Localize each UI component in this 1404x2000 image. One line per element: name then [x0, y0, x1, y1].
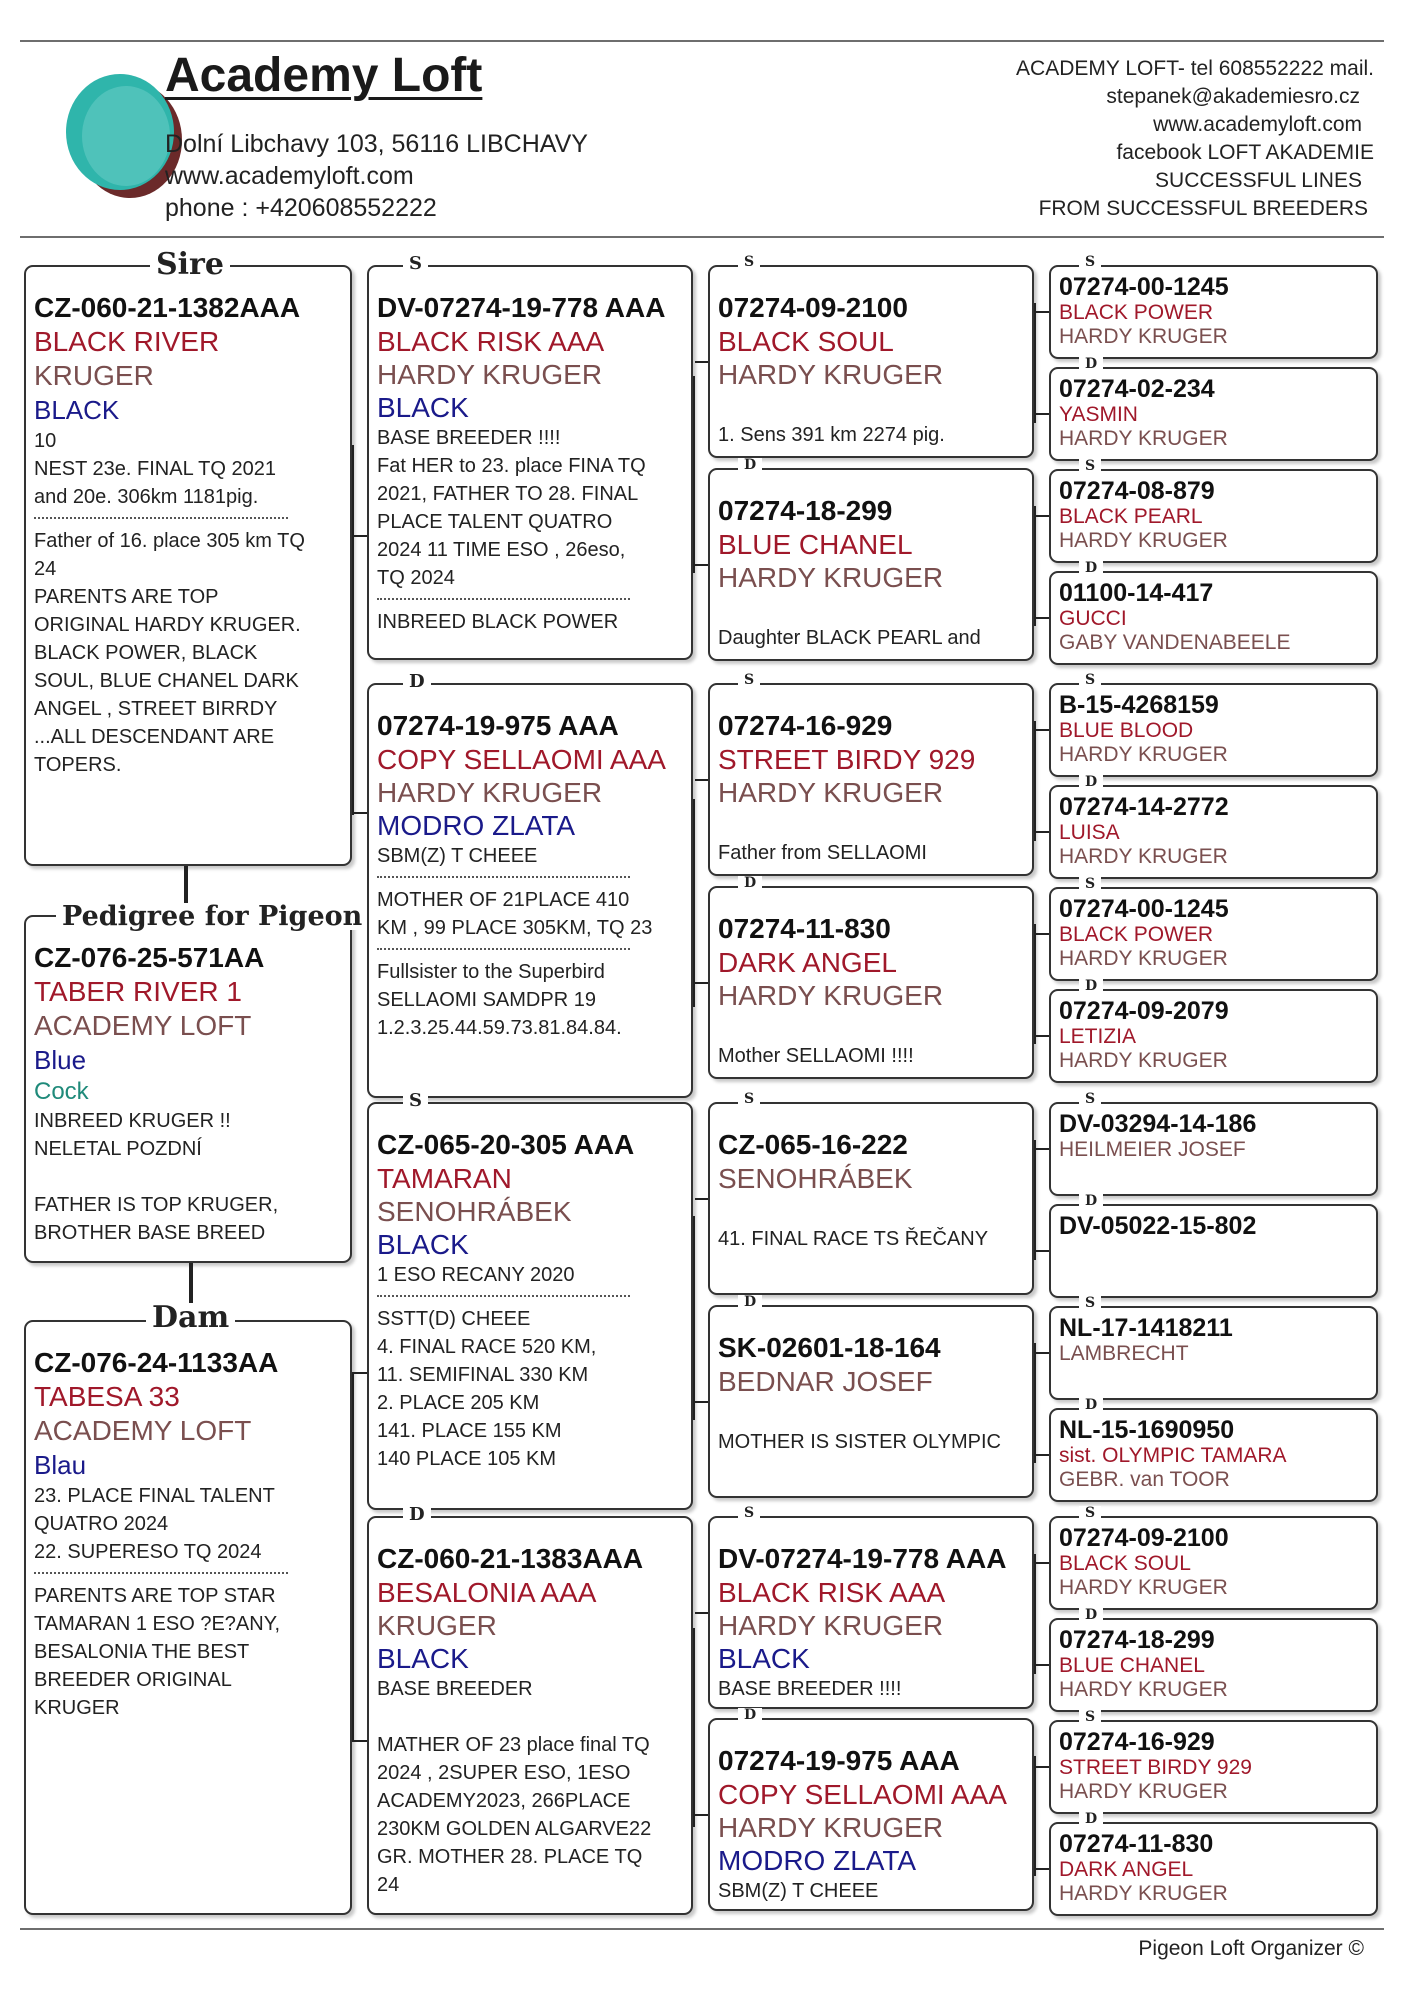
pigeon-name: TAMARAN — [377, 1163, 512, 1194]
great-grandparent-card[interactable] — [708, 1102, 1034, 1295]
colour: BLACK — [718, 1643, 810, 1674]
pigeon-name: sist. OLYMPIC TAMARA — [1059, 1444, 1287, 1467]
great-grandparent-card[interactable] — [708, 265, 1034, 458]
pigeon-name: TABESA 33 — [34, 1381, 180, 1412]
breeder: HARDY KRUGER — [1059, 1882, 1228, 1905]
ring-number: CZ-060-21-1383AAA — [377, 1543, 644, 1574]
ring-number: NL-17-1418211 — [1059, 1314, 1233, 1342]
pigeon-name: BLACK RIVER — [34, 326, 220, 357]
great-grandparent-card[interactable] — [708, 1305, 1034, 1498]
ring-number: 07274-11-830 — [1059, 1830, 1214, 1858]
contact-line: ACADEMY LOFT- tel 608552222 mail. — [1016, 57, 1374, 80]
great-grandparent-card[interactable] — [708, 886, 1034, 1079]
parent-sex-label: D — [1079, 775, 1103, 789]
contact-website[interactable]: www.academyloft.com — [1153, 113, 1362, 136]
breeder: GEBR. van TOOR — [1059, 1468, 1230, 1491]
ancestor-card[interactable] — [1049, 989, 1378, 1083]
notes: BASE BREEDER !!!! — [718, 1678, 902, 1700]
breeder: KRUGER — [34, 360, 154, 391]
contact-facebook: facebook LOFT AKADEMIE — [1116, 141, 1374, 164]
bracket-line — [1036, 1250, 1049, 1252]
breeder: HEILMEIER JOSEF — [1059, 1138, 1246, 1161]
bracket-line — [1036, 831, 1049, 833]
breeder: HARDY KRUGER — [1059, 947, 1228, 970]
ancestor-card[interactable] — [1049, 469, 1378, 563]
bracket-line — [695, 1814, 708, 1816]
contact-email[interactable]: stepanek@akademiesro.cz — [1106, 85, 1360, 108]
dotted-divider — [34, 1572, 288, 1574]
ring-number: 07274-18-299 — [1059, 1626, 1215, 1654]
grandparent-card[interactable] — [367, 683, 693, 1098]
ancestor-card[interactable] — [1049, 1822, 1378, 1916]
pigeon-name: BLACK SOUL — [1059, 1552, 1191, 1575]
ring-number: 07274-02-234 — [1059, 375, 1215, 403]
notes: SSTT(D) CHEEE 4. FINAL RACE 520 KM, 11. SEMIFINAL 330 KM 2. PLACE 205 KM 141. PLACE 155 KM 140 PLACE 105 KM — [377, 1308, 597, 1470]
colour: MODRO ZLATA — [718, 1845, 917, 1876]
contact-slogan-1: SUCCESSFUL LINES — [1155, 169, 1362, 192]
spacer — [718, 809, 1026, 839]
colour: Blau — [34, 1450, 87, 1480]
ring-number: SK-02601-18-164 — [718, 1332, 941, 1363]
notes: Father from SELLAOMI — [718, 842, 927, 864]
colour: BLACK — [377, 1643, 469, 1674]
breeder: HARDY KRUGER — [1059, 427, 1228, 450]
top-rule — [20, 40, 1384, 42]
ring-number: 07274-09-2079 — [1059, 997, 1229, 1025]
pigeon-name: BLACK SOUL — [718, 326, 894, 357]
great-grandparent-card[interactable] — [708, 1516, 1034, 1709]
bracket-line — [1036, 1868, 1049, 1870]
notes: SBM(Z) T CHEEE — [718, 1880, 879, 1902]
ancestor-card[interactable] — [1049, 1618, 1378, 1712]
breeder: ACADEMY LOFT — [34, 1010, 252, 1041]
breeder: HARDY KRUGER — [1059, 1780, 1228, 1803]
parent-sex-label: S — [1079, 673, 1101, 687]
colour: BLACK — [377, 1229, 469, 1260]
footer-rule — [20, 1928, 1384, 1930]
parent-sex-label: S — [1079, 459, 1101, 473]
notes: 23. PLACE FINAL TALENT QUATRO 2024 22. SUPERESO TQ 2024 — [34, 1485, 275, 1563]
dotted-divider — [377, 598, 630, 600]
spacer — [718, 594, 1026, 624]
colour: MODRO ZLATA — [377, 810, 576, 841]
pigeon-name: BLUE CHANEL — [1059, 1654, 1205, 1677]
breeder: HARDY KRUGER — [1059, 529, 1228, 552]
parent-sex-label: D — [738, 458, 762, 472]
bracket-line — [695, 1198, 708, 1200]
ring-number: CZ-065-20-305 AAA — [377, 1129, 635, 1160]
bracket-line — [1036, 1352, 1049, 1354]
ring-number: 07274-09-2100 — [1059, 1524, 1229, 1552]
pigeon-name: LUISA — [1059, 821, 1120, 844]
ring-number: 07274-14-2772 — [1059, 793, 1229, 821]
parent-sex-label: D — [1079, 561, 1103, 575]
parent-sex-label: D — [738, 876, 762, 890]
breeder: HARDY KRUGER — [1059, 845, 1228, 868]
bracket-line — [1034, 303, 1036, 423]
spacer — [718, 1398, 1026, 1428]
pigeon-name: YASMIN — [1059, 403, 1138, 426]
bracket-line — [1034, 506, 1036, 626]
loft-contact-left — [165, 128, 588, 224]
ancestor-card[interactable] — [1049, 1204, 1378, 1298]
breeder: HARDY KRUGER — [718, 980, 944, 1011]
ancestor-card[interactable] — [1049, 265, 1378, 359]
ring-number: 07274-19-975 AAA — [377, 710, 619, 741]
ring-number: 07274-00-1245 — [1059, 273, 1229, 301]
notes: 41. FINAL RACE TS ŘEČANY — [718, 1228, 989, 1250]
bracket-line — [352, 1372, 354, 1742]
notes: Fullsister to the Superbird SELLAOMI SAMDPR 19 1.2.3.25.44.59.73.81.84.84. — [377, 961, 622, 1039]
pigeon-name: COPY SELLAOMI AAA — [377, 744, 666, 775]
ring-number: 07274-00-1245 — [1059, 895, 1229, 923]
breeder: KRUGER — [377, 1610, 497, 1641]
notes: Father of 16. place 305 km TQ 24 PARENTS ARE TOP ORIGINAL HARDY KRUGER. BLACK POWER, BLACK SOUL, BLUE CHANEL DARK ANGEL , STREET BIRRDY ...ALL DESCENDANT ARE TOPERS. — [34, 530, 305, 776]
footer-credit: Pigeon Loft Organizer © — [1138, 1937, 1364, 1960]
parent-sex-label: S — [1079, 1296, 1101, 1310]
dotted-divider — [377, 1295, 630, 1297]
breeder: SENOHRÁBEK — [377, 1196, 572, 1227]
dotted-divider — [377, 876, 630, 878]
pigeon-name: LETIZIA — [1059, 1025, 1137, 1048]
bracket-line — [1036, 729, 1049, 731]
parent-sex-label: S — [1079, 877, 1101, 891]
bracket-line — [352, 1740, 367, 1742]
pigeon-name: BLACK RISK AAA — [377, 326, 605, 357]
bracket-line — [1036, 1664, 1049, 1666]
parent-sex-label: D — [1079, 1398, 1103, 1412]
pigeon-name: BLUE CHANEL — [718, 529, 913, 560]
pigeon-name: BLACK PEARL — [1059, 505, 1203, 528]
ancestor-card[interactable] — [1049, 571, 1378, 665]
dam-card[interactable] — [24, 1320, 352, 1915]
notes: Daughter BLACK PEARL and — [718, 627, 981, 649]
bracket-line — [695, 1612, 708, 1614]
bracket-line — [1034, 721, 1036, 841]
parent-sex-label: S — [738, 1092, 760, 1106]
bracket-line — [1036, 1148, 1049, 1150]
pigeon-name: BLACK POWER — [1059, 301, 1214, 324]
loft-contact-right — [774, 55, 1374, 223]
bracket-line — [352, 535, 367, 537]
ring-number: 07274-11-830 — [718, 913, 891, 944]
bracket-line — [1036, 1766, 1049, 1768]
parent-sex-label: D — [1079, 1812, 1103, 1826]
bracket-line — [1034, 1140, 1036, 1260]
breeder: GABY VANDENABEELE — [1059, 631, 1291, 654]
pedigree-title: Pedigree for Pigeon — [56, 903, 368, 930]
colour: Blue — [34, 1045, 87, 1075]
bracket-line — [352, 1372, 367, 1374]
bracket-line — [352, 445, 354, 815]
breeder: HARDY KRUGER — [718, 359, 944, 390]
bracket-line — [1034, 1554, 1036, 1674]
pigeon-name: GUCCI — [1059, 607, 1127, 630]
parent-sex-label: D — [1079, 357, 1103, 371]
spacer — [718, 1012, 1026, 1042]
grandparent-card[interactable] — [367, 1102, 693, 1510]
breeder: BEDNAR JOSEF — [718, 1366, 933, 1397]
bracket-line — [1036, 515, 1049, 517]
breeder: HARDY KRUGER — [1059, 743, 1228, 766]
ancestor-card[interactable] — [1049, 1516, 1378, 1610]
breeder: HARDY KRUGER — [1059, 1678, 1228, 1701]
ancestor-card[interactable] — [1049, 367, 1378, 461]
breeder: ACADEMY LOFT — [34, 1415, 252, 1446]
bracket-line — [352, 812, 367, 814]
sire-label: Sire — [150, 250, 230, 280]
ring-number: 07274-19-975 AAA — [718, 1745, 960, 1776]
ring-number: 07274-16-929 — [1059, 1728, 1215, 1756]
grandparent-card[interactable] — [367, 1516, 693, 1915]
bracket-line — [1036, 933, 1049, 935]
parent-sex-label: D — [403, 673, 431, 691]
ring-number: CZ-076-24-1133AA — [34, 1347, 279, 1378]
ring-number: DV-07274-19-778 AAA — [718, 1543, 1007, 1574]
bracket-line — [695, 1401, 708, 1403]
bracket-line — [695, 779, 708, 781]
parent-sex-label: D — [738, 1295, 762, 1309]
subject-pigeon-card[interactable] — [24, 915, 352, 1263]
pigeon-name: DARK ANGEL — [718, 947, 897, 978]
ring-number: CZ-065-16-222 — [718, 1129, 908, 1160]
spacer — [718, 1195, 1026, 1225]
bracket-line — [695, 361, 708, 363]
pigeon-name: BLACK RISK AAA — [718, 1577, 946, 1608]
sire-card[interactable] — [24, 265, 352, 866]
header-bottom-rule — [20, 236, 1384, 238]
parent-sex-label: D — [403, 1506, 431, 1524]
pigeon-name: BLUE BLOOD — [1059, 719, 1194, 742]
ring-number: B-15-4268159 — [1059, 691, 1219, 719]
dotted-divider — [34, 517, 288, 519]
breeder: HARDY KRUGER — [1059, 1576, 1228, 1599]
parent-sex-label: S — [1079, 1092, 1101, 1106]
bracket-line — [693, 799, 695, 1007]
breeder: HARDY KRUGER — [718, 1812, 944, 1843]
breeder: HARDY KRUGER — [1059, 1049, 1228, 1072]
ring-number: 07274-18-299 — [718, 495, 893, 526]
parent-sex-label: S — [738, 1506, 760, 1520]
parent-sex-label: D — [1079, 1608, 1103, 1622]
notes: BASE BREEDER MATHER OF 23 place final TQ 2024 , 2SUPER ESO, 1ESO ACADEMY2023, 266PLACE 230KM GOLDEN ALGARVE22 GR. MOTHER 28. PLACE TQ 24 — [377, 1678, 652, 1896]
ancestor-card[interactable] — [1049, 1720, 1378, 1814]
ancestor-card[interactable] — [1049, 1102, 1378, 1196]
bracket-line — [1034, 924, 1036, 1044]
pigeon-name: COPY SELLAOMI AAA — [718, 1779, 1007, 1810]
notes: MOTHER IS SISTER OLYMPIC — [718, 1431, 1001, 1453]
breeder: LAMBRECHT — [1059, 1342, 1189, 1365]
notes: Mother SELLAOMI !!!! — [718, 1045, 914, 1067]
ring-number: DV-05022-15-802 — [1059, 1212, 1257, 1240]
ring-number: DV-07274-19-778 AAA — [377, 292, 666, 323]
contact-slogan-2: FROM SUCCESSFUL BREEDERS — [1038, 197, 1368, 220]
bracket-line — [1036, 1035, 1049, 1037]
ring-number: 07274-16-929 — [718, 710, 893, 741]
bracket-line — [1036, 1454, 1049, 1456]
ancestor-card[interactable] — [1049, 785, 1378, 879]
parent-sex-label: D — [1079, 979, 1103, 993]
bracket-line — [1034, 1343, 1036, 1463]
ring-number: 07274-09-2100 — [718, 292, 908, 323]
pigeon-name: DARK ANGEL — [1059, 1858, 1194, 1881]
ring-number: DV-03294-14-186 — [1059, 1110, 1257, 1138]
breeder: HARDY KRUGER — [718, 1610, 944, 1641]
parent-sex-label: S — [738, 673, 760, 687]
pigeon-name: BLACK POWER — [1059, 923, 1214, 946]
ring-number: CZ-076-25-571AA — [34, 942, 265, 973]
parent-sex-label: S — [738, 255, 760, 269]
spacer — [718, 391, 1026, 421]
bracket-line — [1036, 311, 1049, 313]
ancestor-card[interactable] — [1049, 887, 1378, 981]
pigeon-name: STREET BIRDY 929 — [718, 744, 976, 775]
breeder: SENOHRÁBEK — [718, 1163, 913, 1194]
bracket-line — [695, 982, 708, 984]
bracket-line — [693, 376, 695, 574]
breeder: HARDY KRUGER — [377, 777, 603, 808]
colour: BLACK — [377, 392, 469, 423]
bracket-line — [693, 1216, 695, 1420]
loft-address: Dolní Libchavy 103, 56116 LIBCHAVY — [165, 130, 588, 158]
sex: Cock — [34, 1078, 89, 1105]
great-grandparent-card[interactable] — [708, 468, 1034, 661]
parent-sex-label: S — [403, 255, 428, 273]
pigeon-name: TABER RIVER 1 — [34, 976, 242, 1007]
breeder: HARDY KRUGER — [377, 359, 603, 390]
breeder: HARDY KRUGER — [1059, 325, 1228, 348]
loft-website[interactable]: www.academyloft.com — [165, 162, 414, 190]
notes: PARENTS ARE TOP STAR TAMARAN 1 ESO ?E?ANY, BESALONIA THE BEST BREEDER ORIGINAL KRUGER — [34, 1585, 281, 1719]
ancestor-card[interactable] — [1049, 1408, 1378, 1502]
parent-sex-label: S — [1079, 1710, 1101, 1724]
notes: MOTHER OF 21PLACE 410 KM , 99 PLACE 305KM, TQ 23 — [377, 889, 653, 939]
loft-phone: phone : +420608552222 — [165, 194, 437, 222]
colour: BLACK — [34, 395, 120, 425]
notes: BASE BREEDER !!!! Fat HER to 23. place FINA TQ 2021, FATHER TO 28. FINAL PLACE TALENT QUATRO 2024 11 TIME ESO , 26eso, TQ 2024 — [377, 427, 646, 589]
parent-sex-label: D — [738, 1708, 762, 1722]
ancestor-card[interactable] — [1049, 683, 1378, 777]
ancestor-card[interactable] — [1049, 1306, 1378, 1400]
bracket-line — [693, 1628, 695, 1828]
notes: 10 NEST 23e. FINAL TQ 2021 and 20e. 306km 1181pig. — [34, 430, 276, 508]
parent-sex-label: D — [1079, 1194, 1103, 1208]
notes: 1 ESO RECANY 2020 — [377, 1264, 575, 1286]
breeder: HARDY KRUGER — [718, 562, 944, 593]
bracket-line — [1034, 1756, 1036, 1876]
ring-number: 07274-08-879 — [1059, 477, 1215, 505]
breeder: HARDY KRUGER — [718, 777, 944, 808]
great-grandparent-card[interactable] — [708, 683, 1034, 876]
notes: 1. Sens 391 km 2274 pig. — [718, 424, 945, 446]
ring-number: 01100-14-417 — [1059, 579, 1214, 607]
notes: INBREED BLACK POWER — [377, 611, 619, 633]
loft-title: Academy Loft — [165, 49, 483, 102]
bracket-line — [1036, 1562, 1049, 1564]
dam-label: Dam — [146, 1303, 235, 1333]
parent-sex-label: S — [403, 1092, 428, 1110]
notes: SBM(Z) T CHEEE — [377, 845, 538, 867]
ring-number: NL-15-1690950 — [1059, 1416, 1235, 1444]
parent-sex-label: S — [1079, 255, 1101, 269]
ring-number: CZ-060-21-1382AAA — [34, 292, 301, 323]
dotted-divider — [377, 948, 630, 950]
parent-sex-label: S — [1079, 1506, 1101, 1520]
notes: INBREED KRUGER !! NELETAL POZDNÍ FATHER IS TOP KRUGER, BROTHER BASE BREED — [34, 1110, 279, 1244]
bracket-line — [1036, 413, 1049, 415]
pigeon-name: BESALONIA AAA — [377, 1577, 597, 1608]
bracket-line — [1036, 617, 1049, 619]
great-grandparent-card[interactable] — [708, 1718, 1034, 1911]
bracket-line — [695, 564, 708, 566]
pigeon-name: STREET BIRDY 929 — [1059, 1756, 1252, 1779]
grandparent-card[interactable] — [367, 265, 693, 660]
